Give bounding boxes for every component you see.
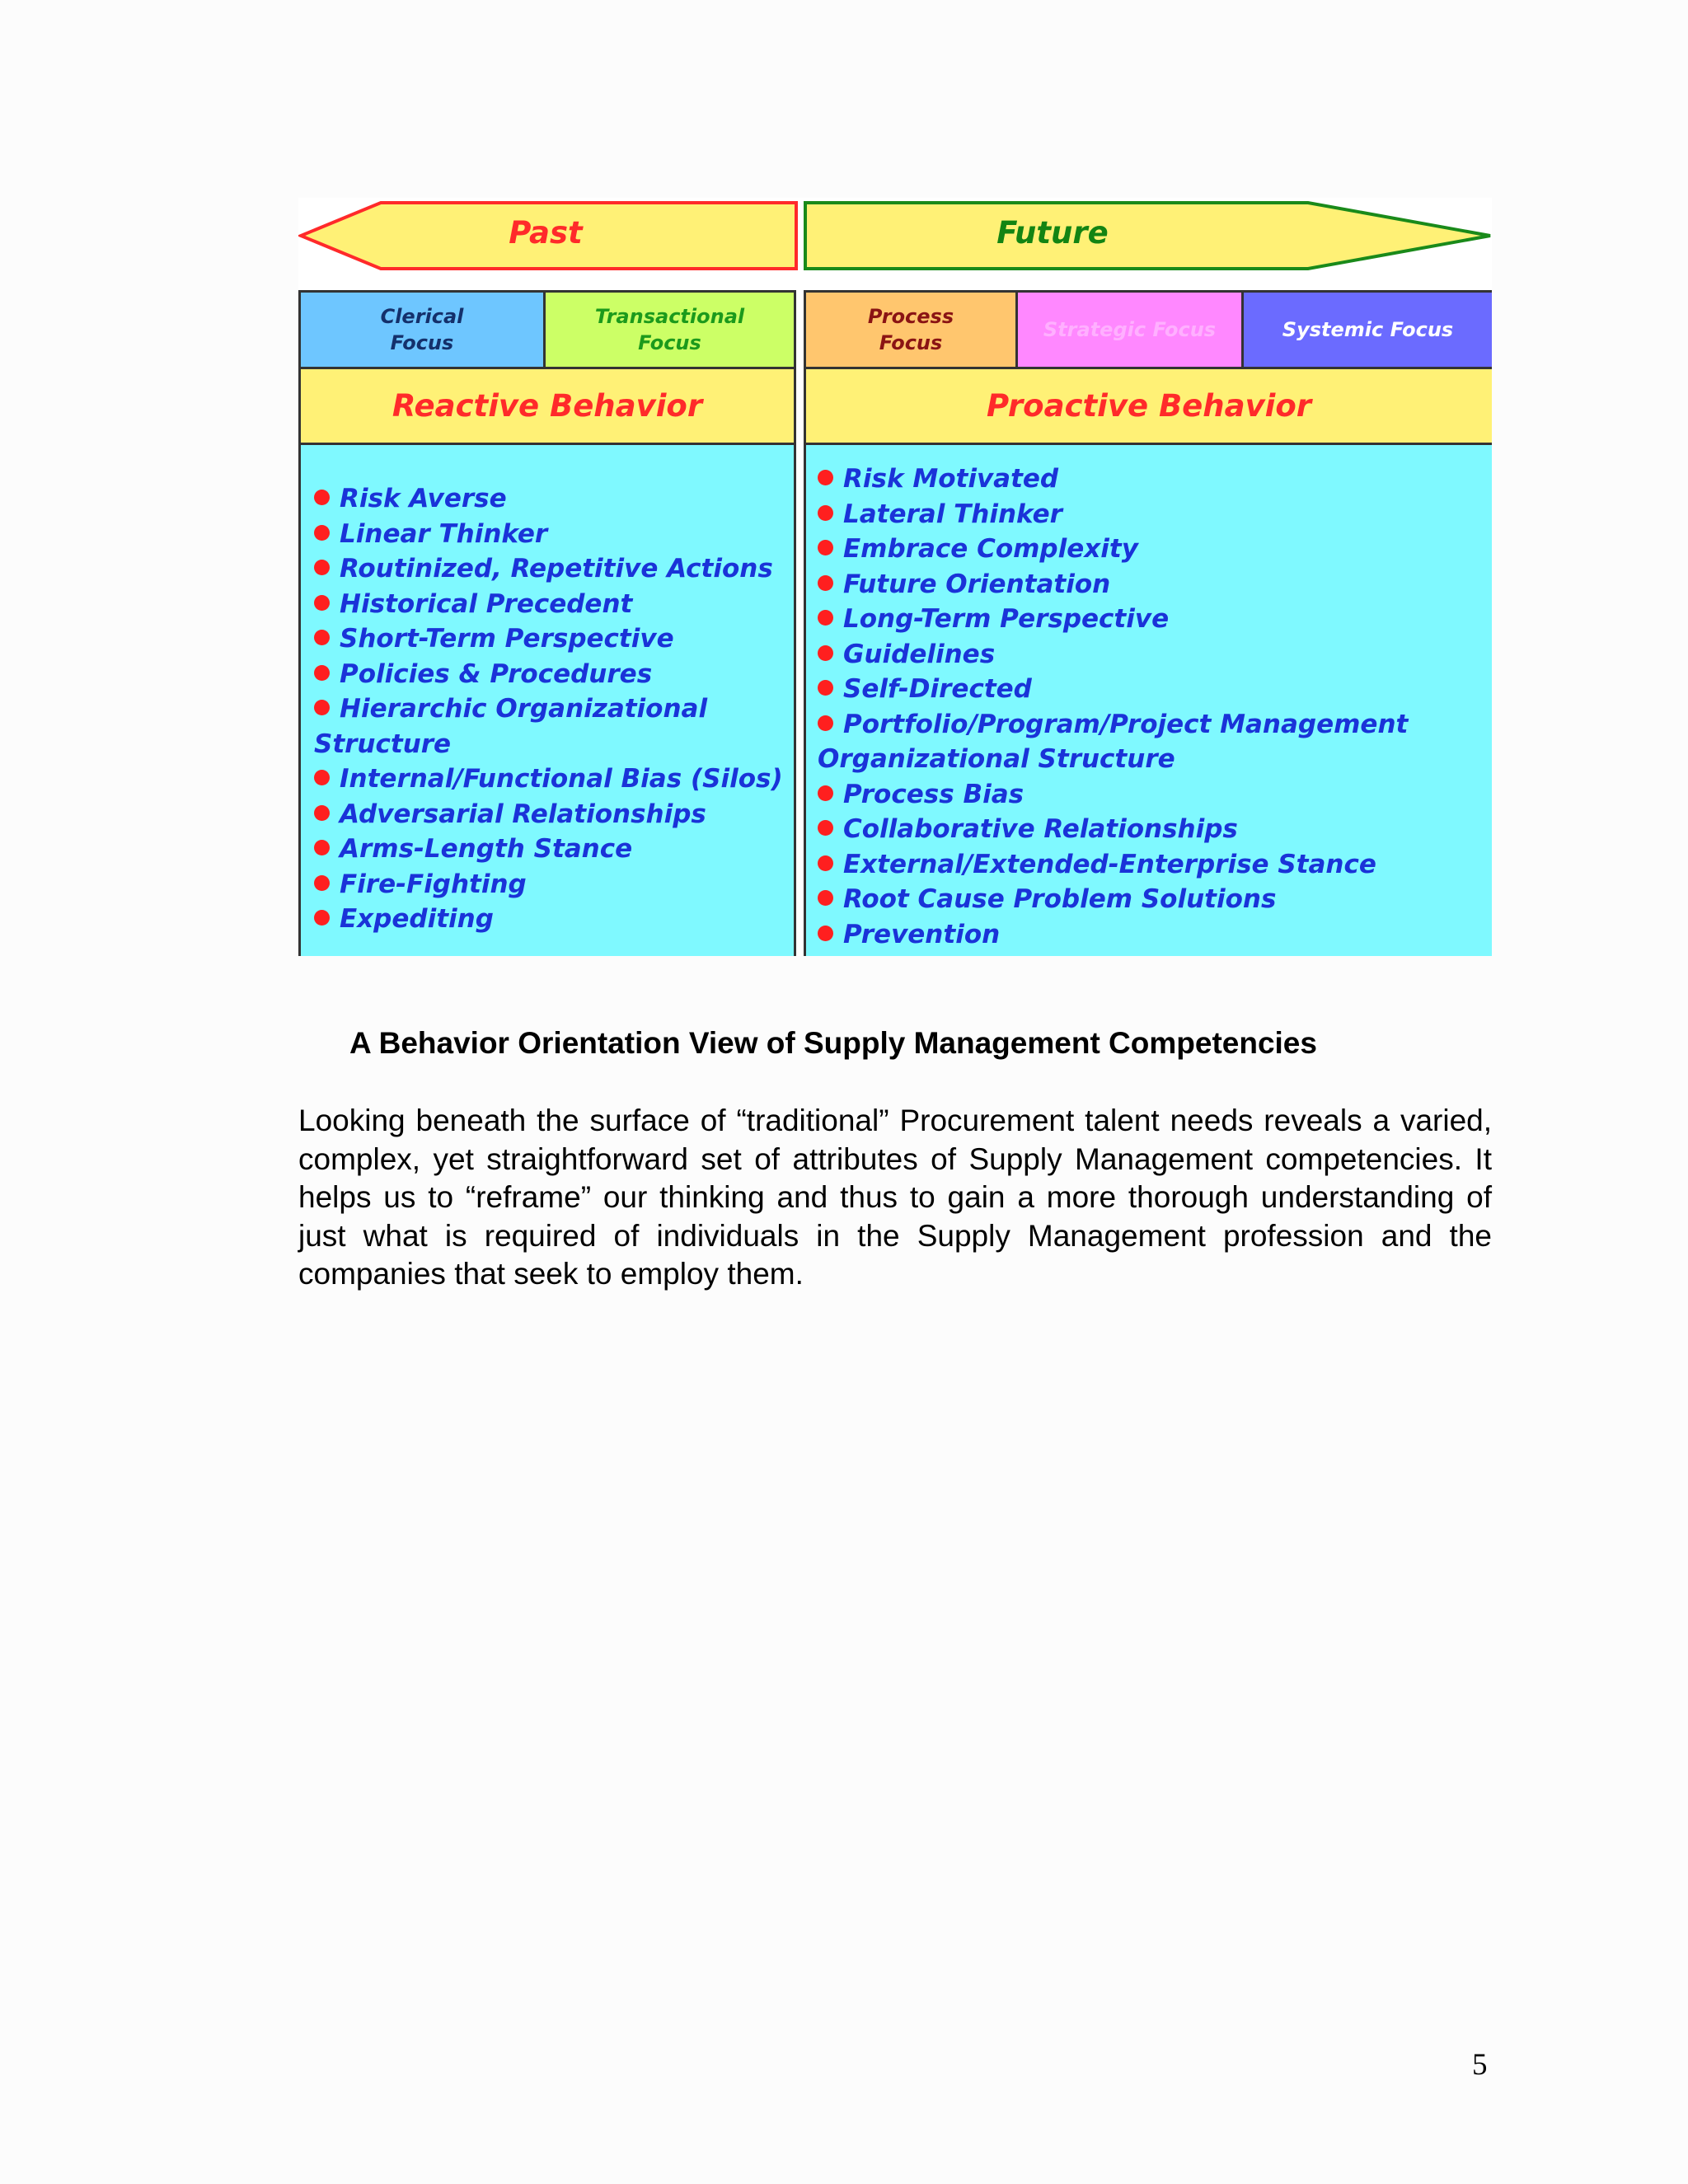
item-text: Lateral Thinker [843, 499, 1062, 529]
systemic-focus-cell [1241, 290, 1492, 369]
item-text-continued: Organizational Structure [818, 744, 1175, 774]
proactive-behavior-heading: Proactive Behavior [804, 367, 1492, 445]
item-text: External/Extended-Enterprise Stance [843, 849, 1376, 879]
bullet-icon [818, 855, 833, 871]
bullet-icon [314, 805, 330, 821]
list-item [314, 762, 794, 797]
item-text: Hierarchic Organizational [340, 694, 708, 724]
list-item [818, 847, 1492, 883]
item-text: Collaborative Relationships [843, 814, 1238, 844]
reactive-items [314, 481, 794, 937]
item-text: Internal/Functional Bias (Silos) [340, 764, 783, 794]
bullet-icon [314, 630, 330, 645]
bullet-icon [818, 785, 833, 801]
list-item [314, 832, 794, 867]
list-item [314, 621, 794, 657]
clerical-focus-cell [298, 290, 546, 369]
item-text: Arms-Length Stance [340, 834, 633, 864]
list-item [818, 882, 1492, 917]
focus-line: Process [867, 305, 954, 328]
list-item [818, 462, 1492, 497]
bullet-icon [818, 926, 833, 941]
item-text: Risk Averse [340, 484, 507, 513]
bullet-icon [818, 715, 833, 731]
item-text: Portfolio/Program/Project Management [843, 709, 1409, 739]
proactive-behavior-list [804, 443, 1492, 956]
item-text: Future Orientation [843, 569, 1111, 599]
bullet-icon [314, 560, 330, 575]
list-item [818, 707, 1492, 777]
past-label: Past [509, 215, 583, 251]
bullet-icon [818, 505, 833, 521]
proactive-items [818, 462, 1492, 952]
item-text: Root Cause Problem Solutions [843, 884, 1277, 914]
item-text: Risk Motivated [843, 464, 1059, 494]
list-item [818, 812, 1492, 847]
list-item [818, 602, 1492, 637]
future-label: Future [996, 215, 1109, 251]
bullet-icon [818, 890, 833, 906]
list-item [818, 777, 1492, 813]
list-item [314, 517, 794, 552]
list-item [314, 902, 794, 937]
bullet-icon [818, 575, 833, 591]
item-text: Guidelines [843, 639, 996, 669]
focus-line: Transactional [594, 305, 745, 328]
list-item [818, 497, 1492, 532]
list-item [818, 672, 1492, 707]
item-text: Process Bias [843, 779, 1025, 809]
focus-line: Strategic Focus [1043, 318, 1217, 341]
bullet-icon [314, 840, 330, 855]
bullet-icon [818, 820, 833, 836]
bullet-icon [314, 875, 330, 891]
list-item [314, 657, 794, 692]
list-item [314, 691, 794, 762]
item-text: Prevention [843, 919, 1001, 949]
list-item [818, 532, 1492, 567]
list-item [314, 867, 794, 902]
focus-line: Clerical [380, 305, 464, 328]
list-item [818, 567, 1492, 602]
page-number: 5 [1472, 2048, 1488, 2082]
bullet-icon [818, 470, 833, 485]
bullet-icon [314, 700, 330, 715]
bullet-icon [314, 770, 330, 785]
list-item [314, 481, 794, 517]
list-item [314, 551, 794, 587]
figure-caption: A Behavior Orientation View of Supply Management Competencies [349, 1026, 1317, 1060]
item-text: Embrace Complexity [843, 534, 1138, 564]
item-text: Historical Precedent [340, 588, 633, 619]
focus-line: Focus [638, 331, 701, 354]
behavior-orientation-figure [298, 198, 1492, 956]
item-text: Short-Term Perspective [340, 624, 674, 654]
item-text: Linear Thinker [340, 518, 548, 549]
item-text: Self-Directed [843, 674, 1032, 704]
list-item [818, 637, 1492, 673]
reactive-behavior-list [298, 443, 796, 956]
bullet-icon [314, 525, 330, 541]
bullet-icon [818, 680, 833, 696]
item-text: Expediting [340, 904, 494, 934]
list-item [314, 587, 794, 622]
item-text: Policies & Procedures [340, 658, 653, 689]
item-text-continued: Structure [314, 729, 452, 759]
focus-line: Focus [390, 331, 454, 354]
bullet-icon [818, 540, 833, 555]
body-paragraph: Looking beneath the surface of “traditional” Procurement talent needs reveals a varied, complex, yet straightforward set of attributes of Supply Management competencies. It helps us to “reframe” our thinking and thus to gain a more thorough understanding of just what is required of individuals in the Supply Management profession and the companies that seek to employ them. [298, 1104, 1492, 1291]
process-focus-cell [804, 290, 1018, 369]
focus-line: Focus [879, 331, 943, 354]
strategic-focus-cell [1015, 290, 1244, 369]
bullet-icon [818, 610, 833, 626]
focus-line: Systemic Focus [1282, 318, 1454, 341]
item-text: Routinized, Repetitive Actions [340, 554, 773, 583]
bullet-icon [314, 910, 330, 926]
list-item [818, 917, 1492, 953]
bullet-icon [818, 645, 833, 661]
bullet-icon [314, 490, 330, 505]
transactional-focus-cell [543, 290, 796, 369]
bullet-icon [314, 665, 330, 681]
item-text: Long-Term Perspective [843, 604, 1170, 634]
item-text: Adversarial Relationships [340, 799, 706, 829]
bullet-icon [314, 595, 330, 611]
reactive-behavior-heading: Reactive Behavior [298, 367, 796, 445]
list-item [314, 797, 794, 832]
item-text: Fire-Fighting [340, 869, 527, 899]
